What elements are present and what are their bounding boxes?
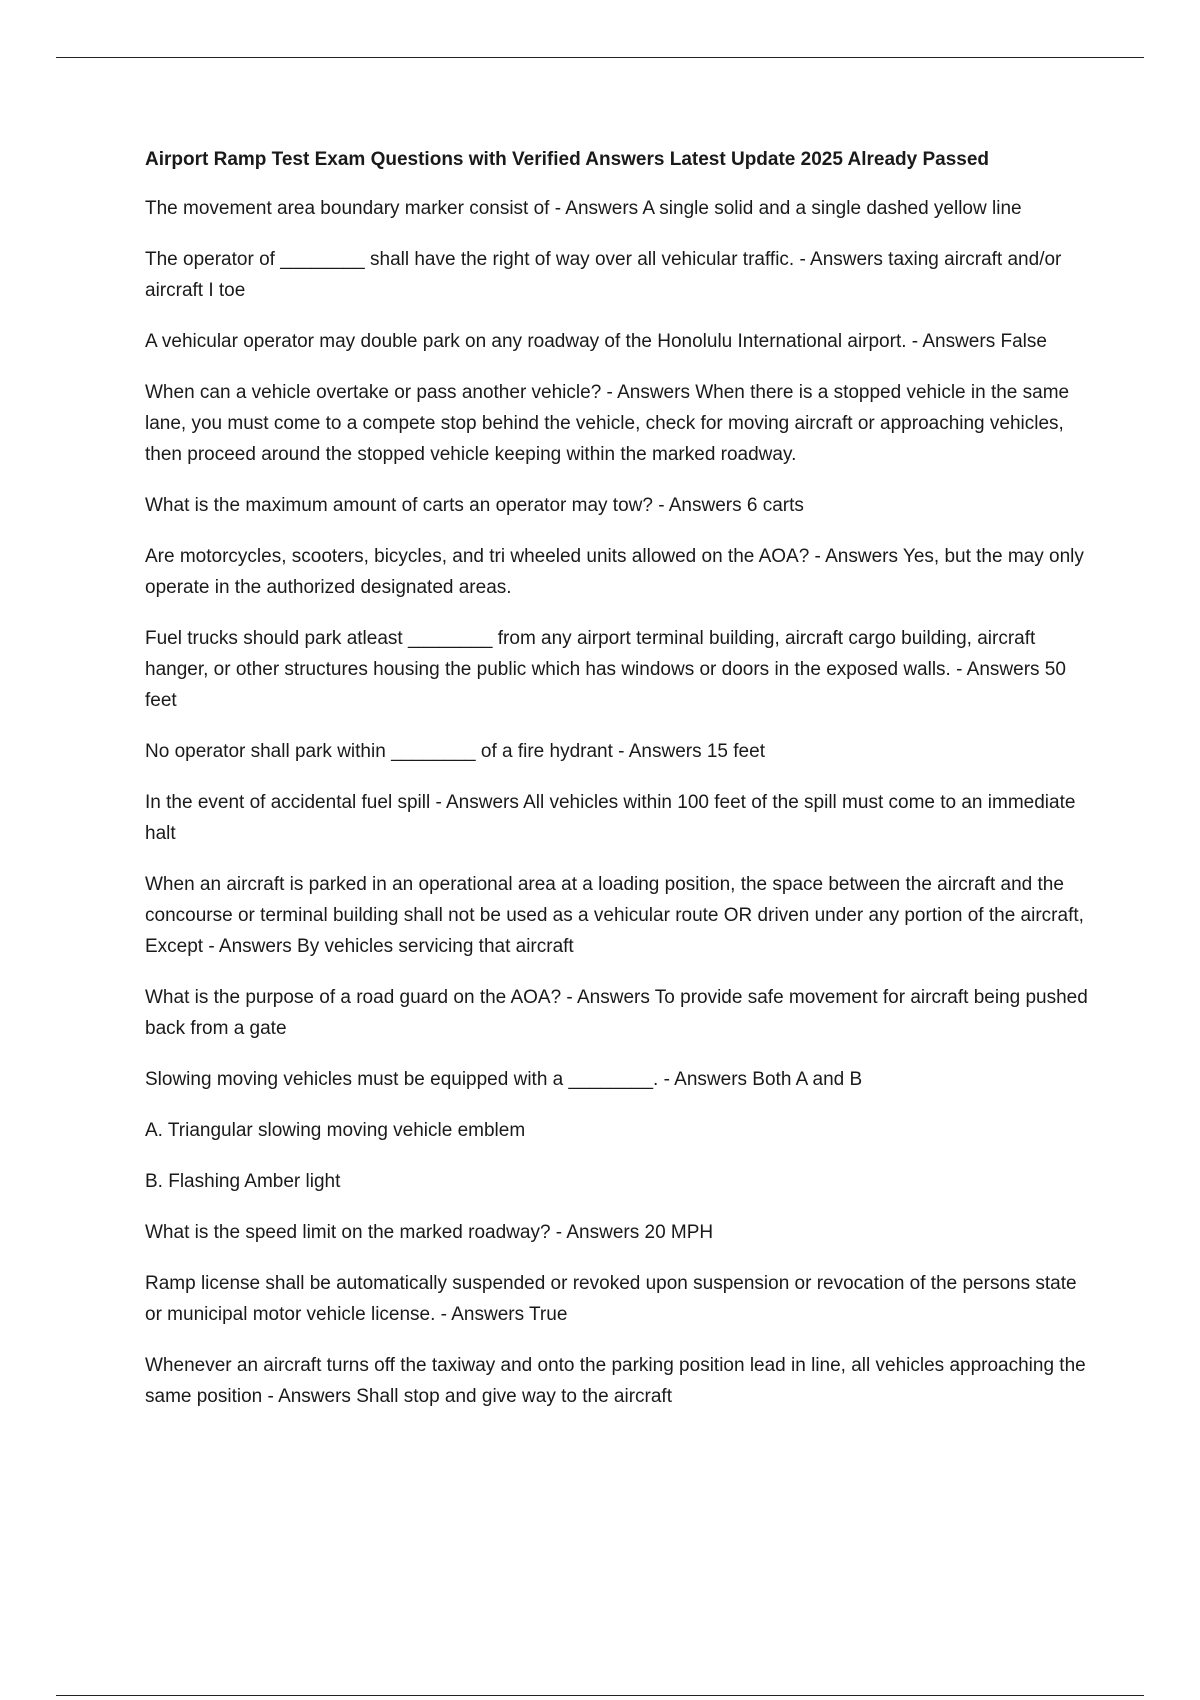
document-body bbox=[145, 146, 1095, 1432]
qa-paragraph-2: The operator of ________ shall have the right of way over all vehicular traffic. - Answers taxing aircraft and/or aircraft I toe bbox=[145, 249, 1062, 301]
qa-paragraph-7: Fuel trucks should park atleast ________ from any airport terminal building, aircraft cargo building, aircraft hanger, or other structures housing the public which has windows or doors in the exposed walls. - Answers 50 feet bbox=[145, 628, 1066, 711]
qa-paragraph-11: What is the purpose of a road guard on the AOA? - Answers To provide safe movement for aircraft being pushed back from a gate bbox=[145, 987, 1088, 1039]
qa-paragraph-14: Ramp license shall be automatically suspended or revoked upon suspension or revocation of the persons state or municipal motor vehicle license. - Answers True bbox=[145, 1273, 1077, 1325]
header-rule bbox=[56, 57, 1144, 58]
qa-paragraph-5: What is the maximum amount of carts an operator may tow? - Answers 6 carts bbox=[145, 495, 804, 516]
option-a: A. Triangular slowing moving vehicle emblem bbox=[145, 1120, 526, 1141]
qa-paragraph-4: When can a vehicle overtake or pass another vehicle? - Answers When there is a stopped vehicle in the same lane, you must come to a compete stop behind the vehicle, check for moving aircraft or approaching vehicles, then proceed around the stopped vehicle keeping within the marked roadway. bbox=[145, 382, 1070, 465]
option-b: B. Flashing Amber light bbox=[145, 1171, 341, 1192]
qa-paragraph-6: Are motorcycles, scooters, bicycles, and tri wheeled units allowed on the AOA? - Answers Yes, but the may only operate in the authorized designated areas. bbox=[145, 546, 1084, 598]
qa-paragraph-15: Whenever an aircraft turns off the taxiway and onto the parking position lead in line, all vehicles approaching the same position - Answers Shall stop and give way to the aircraft bbox=[145, 1355, 1086, 1407]
qa-paragraph-8: No operator shall park within ________ of a fire hydrant - Answers 15 feet bbox=[145, 741, 765, 762]
qa-paragraph-12: Slowing moving vehicles must be equipped with a ________. - Answers Both A and B bbox=[145, 1069, 863, 1090]
qa-paragraph-9: In the event of accidental fuel spill - Answers All vehicles within 100 feet of the spill must come to an immediate halt bbox=[145, 792, 1076, 844]
qa-paragraph-10: When an aircraft is parked in an operational area at a loading position, the space between the aircraft and the concourse or terminal building shall not be used as a vehicular route OR driven under any portion of the aircraft, Except - Answers By vehicles servicing that aircraft bbox=[145, 874, 1084, 957]
qa-paragraph-3: A vehicular operator may double park on any roadway of the Honolulu International airport. - Answers False bbox=[145, 331, 1047, 352]
qa-paragraph-13: What is the speed limit on the marked roadway? - Answers 20 MPH bbox=[145, 1222, 714, 1243]
document-title: Airport Ramp Test Exam Questions with Verified Answers Latest Update 2025 Already Passed bbox=[145, 149, 990, 170]
footer-rule bbox=[56, 1695, 1144, 1696]
qa-paragraph-1: The movement area boundary marker consist of - Answers A single solid and a single dashed yellow line bbox=[145, 198, 1022, 219]
